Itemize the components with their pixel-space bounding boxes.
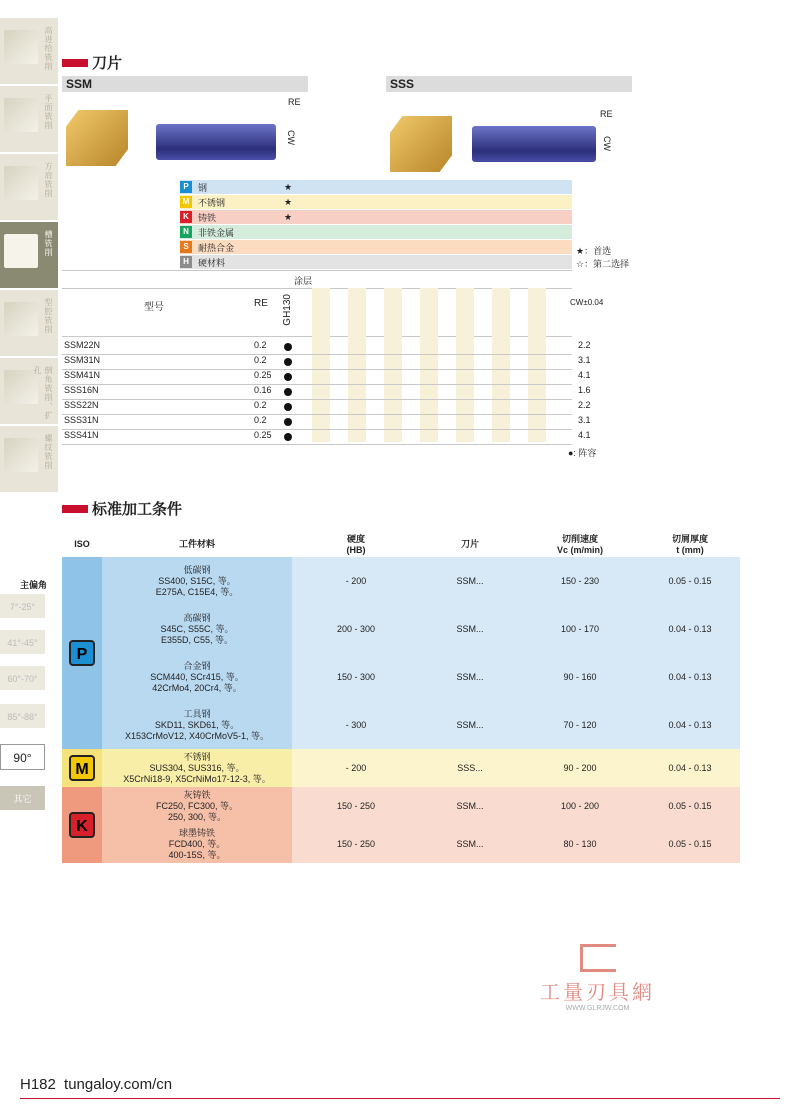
insert-re: 0.16 bbox=[254, 385, 272, 395]
material-cell: 合金钢 SCM440, SCr415, 等。 42CrMo4, 20Cr4, 等。 bbox=[102, 653, 292, 701]
insert-spec-table bbox=[62, 270, 604, 442]
material-row bbox=[180, 180, 572, 195]
ssm-insert-image bbox=[66, 110, 128, 166]
milling-icon bbox=[4, 302, 38, 336]
insert-model: SSS41N bbox=[64, 430, 99, 440]
watermark-text: 工量刃具網 bbox=[540, 982, 655, 1004]
legend-first: ★：首选 bbox=[576, 246, 612, 256]
t-cell: 0.05 - 0.15 bbox=[640, 825, 740, 863]
star-icon: ★ bbox=[283, 181, 293, 192]
condition-row bbox=[62, 749, 740, 787]
material-cell: 高碳钢 S45C, S55C, 等。 E355D, C55, 等。 bbox=[102, 605, 292, 653]
insert-cw: 3.1 bbox=[578, 355, 591, 365]
stock-dot-icon bbox=[284, 343, 292, 351]
side-tab-label: 平面铣削 bbox=[44, 94, 53, 130]
insert-cell: SSS... bbox=[420, 749, 520, 787]
col-insert: 刀片 bbox=[460, 539, 479, 549]
material-legend bbox=[180, 180, 572, 270]
milling-icon bbox=[4, 30, 38, 64]
insert-cw: 1.6 bbox=[578, 385, 591, 395]
material-cell: 灰铸铁 FC250, FC300, 等。 250, 300, 等。 bbox=[102, 787, 292, 825]
sss-title: SSS bbox=[386, 76, 632, 92]
stock-dot-icon bbox=[284, 388, 292, 396]
milling-icon bbox=[4, 438, 38, 472]
side-tab-label: 高进给铣削 bbox=[44, 26, 53, 71]
insert-cw: 2.2 bbox=[578, 340, 591, 350]
milling-icon bbox=[4, 166, 38, 200]
col-material: 工件材料 bbox=[178, 539, 215, 549]
angle-tab-90[interactable]: 90° bbox=[0, 744, 45, 770]
vc-cell: 100 - 170 bbox=[520, 605, 640, 653]
star-icon: ★ bbox=[283, 196, 293, 207]
condition-row bbox=[62, 787, 740, 825]
sss-insert-image bbox=[390, 116, 452, 172]
section-title-text: 标准加工条件 bbox=[92, 501, 183, 518]
stock-dot-icon bbox=[284, 373, 292, 381]
condition-row bbox=[62, 825, 740, 863]
hardness-cell: 200 - 300 bbox=[292, 605, 420, 653]
side-tab-label: 倒角铣削、扩孔 bbox=[33, 366, 53, 420]
legend-second: ☆：第二选择 bbox=[576, 259, 630, 269]
insert-cell: SSM... bbox=[420, 557, 520, 605]
stock-dot-icon bbox=[284, 418, 292, 426]
side-tab-label: 槽铣削 bbox=[44, 230, 53, 257]
t-cell: 0.04 - 0.13 bbox=[640, 749, 740, 787]
angle-tab-85-88[interactable]: 85°-88° bbox=[0, 704, 45, 730]
sss-re-label: RE bbox=[600, 109, 613, 119]
insert-cell: SSM... bbox=[420, 653, 520, 701]
slot-milling-icon bbox=[4, 234, 38, 268]
insert-model: SSM31N bbox=[64, 355, 101, 365]
iso-badge: M bbox=[69, 755, 95, 781]
iso-badge: N bbox=[180, 226, 192, 238]
insert-row[interactable] bbox=[62, 355, 591, 369]
angle-nav-title: 主偏角 bbox=[20, 580, 48, 590]
col-vc: 切削速度 Vc (m/min) bbox=[556, 534, 603, 555]
side-tab-label: 螺纹铣削 bbox=[44, 434, 53, 470]
hardness-cell: - 200 bbox=[292, 749, 420, 787]
angle-tab-other[interactable]: 其它 bbox=[0, 786, 45, 812]
insert-model: SSS16N bbox=[64, 385, 99, 395]
stock-dot-icon bbox=[284, 358, 292, 366]
section-title-text: 刀片 bbox=[92, 55, 123, 72]
insert-re: 0.2 bbox=[254, 340, 267, 350]
sss-cw-label: CW bbox=[602, 136, 612, 151]
insert-cw: 3.1 bbox=[578, 415, 591, 425]
side-tab-6[interactable] bbox=[0, 358, 58, 426]
re-header: RE bbox=[254, 298, 268, 309]
condition-row bbox=[62, 653, 740, 701]
stock-dot-icon bbox=[284, 403, 292, 411]
t-cell: 0.04 - 0.13 bbox=[640, 701, 740, 749]
insert-cw: 4.1 bbox=[578, 430, 591, 440]
material-name: 硬材料 bbox=[198, 257, 226, 268]
ssm-holder-image bbox=[156, 124, 276, 160]
material-row bbox=[180, 225, 572, 240]
material-row bbox=[180, 255, 572, 270]
ssm-cw-label: CW bbox=[286, 130, 296, 145]
col-iso: ISO bbox=[74, 538, 90, 549]
hardness-cell: 150 - 250 bbox=[292, 825, 420, 863]
col-t: 切屑厚度 t (mm) bbox=[671, 534, 708, 555]
insert-cell: SSM... bbox=[420, 825, 520, 863]
insert-re: 0.2 bbox=[254, 400, 267, 410]
insert-model: SSM41N bbox=[64, 370, 101, 380]
iso-group bbox=[62, 787, 102, 863]
page-number: H182 bbox=[20, 1076, 56, 1093]
hardness-cell: - 300 bbox=[292, 701, 420, 749]
footer-url[interactable]: tungaloy.com/cn bbox=[64, 1076, 173, 1093]
vc-cell: 90 - 200 bbox=[520, 749, 640, 787]
insert-re: 0.2 bbox=[254, 415, 267, 425]
vc-cell: 90 - 160 bbox=[520, 653, 640, 701]
stock-dot-icon bbox=[284, 433, 292, 441]
legend-stock: ●: 阵容 bbox=[568, 448, 597, 458]
iso-badge: K bbox=[180, 211, 192, 223]
iso-badge: K bbox=[69, 812, 95, 838]
footer bbox=[20, 1076, 172, 1093]
material-cell: 球墨铸铁 FCD400, 等。 400-15S, 等。 bbox=[102, 825, 292, 863]
side-tab-4[interactable] bbox=[0, 222, 58, 290]
cw-header: CW±0.04 bbox=[570, 298, 604, 307]
t-cell: 0.04 - 0.13 bbox=[640, 653, 740, 701]
insert-model: SSM22N bbox=[64, 340, 101, 350]
insert-re: 0.25 bbox=[254, 370, 272, 380]
iso-group bbox=[62, 749, 102, 787]
insert-row[interactable] bbox=[62, 370, 591, 384]
model-header: 型号 bbox=[144, 302, 164, 313]
vc-cell: 150 - 230 bbox=[520, 557, 640, 605]
insert-cell: SSM... bbox=[420, 787, 520, 825]
insert-cell: SSM... bbox=[420, 701, 520, 749]
side-tab-5[interactable] bbox=[0, 290, 58, 358]
hardness-cell: - 200 bbox=[292, 557, 420, 605]
sss-holder-image bbox=[472, 126, 596, 162]
iso-badge: H bbox=[180, 256, 192, 268]
red-bar bbox=[62, 505, 88, 513]
coating-header: 涂层 bbox=[294, 276, 313, 286]
row-divider bbox=[62, 444, 572, 445]
vc-cell: 100 - 200 bbox=[520, 787, 640, 825]
vc-cell: 70 - 120 bbox=[520, 701, 640, 749]
insert-model: SSS22N bbox=[64, 400, 99, 410]
iso-badge: S bbox=[180, 241, 192, 253]
insert-row[interactable] bbox=[62, 415, 591, 429]
side-tab-7[interactable] bbox=[0, 426, 58, 494]
insert-cw: 2.2 bbox=[578, 400, 591, 410]
footer-divider bbox=[20, 1098, 780, 1099]
side-tab-3[interactable] bbox=[0, 154, 58, 222]
condition-row bbox=[62, 605, 740, 653]
insert-row[interactable] bbox=[62, 400, 591, 414]
grade-header: GH130 bbox=[282, 294, 293, 326]
iso-badge: P bbox=[180, 181, 192, 193]
watermark bbox=[540, 944, 655, 1012]
insert-cell: SSM... bbox=[420, 605, 520, 653]
vc-cell: 80 - 130 bbox=[520, 825, 640, 863]
iso-group bbox=[62, 557, 102, 749]
side-tab-label: 型腔铣削 bbox=[44, 298, 53, 334]
section-title-inserts bbox=[62, 52, 122, 73]
material-row bbox=[180, 195, 572, 210]
condition-row bbox=[62, 701, 740, 749]
side-tab-1[interactable] bbox=[0, 18, 58, 86]
watermark-logo-icon bbox=[580, 944, 616, 972]
condition-row bbox=[62, 557, 740, 605]
material-row bbox=[180, 210, 572, 225]
t-cell: 0.05 - 0.15 bbox=[640, 557, 740, 605]
ssm-re-label: RE bbox=[288, 97, 301, 107]
section-title-conditions bbox=[62, 498, 182, 519]
material-name: 铸铁 bbox=[198, 212, 217, 223]
insert-re: 0.25 bbox=[254, 430, 272, 440]
insert-row[interactable] bbox=[62, 340, 591, 354]
t-cell: 0.05 - 0.15 bbox=[640, 787, 740, 825]
material-name: 耐热合金 bbox=[198, 242, 235, 253]
material-cell: 不锈钢 SUS304, SUS316, 等。 X5CrNi18-9, X5CrNiMo17-12-3, 等。 bbox=[102, 749, 292, 787]
insert-row[interactable] bbox=[62, 430, 591, 444]
ssm-title: SSM bbox=[62, 76, 308, 92]
cutting-conditions-table bbox=[62, 530, 740, 863]
side-tab-label: 方肩铣削 bbox=[44, 162, 53, 198]
angle-tab-41-45[interactable]: 41°-45° bbox=[0, 630, 45, 656]
material-name: 钢 bbox=[198, 182, 208, 193]
insert-row[interactable] bbox=[62, 385, 591, 399]
side-tab-2[interactable] bbox=[0, 86, 58, 154]
hardness-cell: 150 - 250 bbox=[292, 787, 420, 825]
insert-model: SSS31N bbox=[64, 415, 99, 425]
t-cell: 0.04 - 0.13 bbox=[640, 605, 740, 653]
milling-icon bbox=[4, 98, 38, 132]
material-cell: 工具钢 SKD11, SKD61, 等。 X153CrMoV12, X40CrMoV5-1, 等。 bbox=[102, 701, 292, 749]
watermark-url: WWW.GLRJW.COM bbox=[565, 1005, 630, 1012]
angle-tab-60-70[interactable]: 60°-70° bbox=[0, 666, 45, 692]
iso-badge: M bbox=[180, 196, 192, 208]
star-icon: ★ bbox=[283, 211, 293, 222]
insert-cw: 4.1 bbox=[578, 370, 591, 380]
material-name: 非铁金属 bbox=[198, 227, 235, 238]
hardness-cell: 150 - 300 bbox=[292, 653, 420, 701]
angle-tab-7-25[interactable]: 7°-25° bbox=[0, 594, 45, 620]
material-name: 不锈钢 bbox=[198, 197, 226, 208]
insert-re: 0.2 bbox=[254, 355, 267, 365]
iso-badge: P bbox=[69, 640, 95, 666]
material-cell: 低碳钢 SS400, S15C, 等。 E275A, C15E4, 等。 bbox=[102, 557, 292, 605]
material-row bbox=[180, 240, 572, 255]
col-hardness: 硬度 (HB) bbox=[346, 534, 366, 555]
red-bar bbox=[62, 59, 88, 67]
